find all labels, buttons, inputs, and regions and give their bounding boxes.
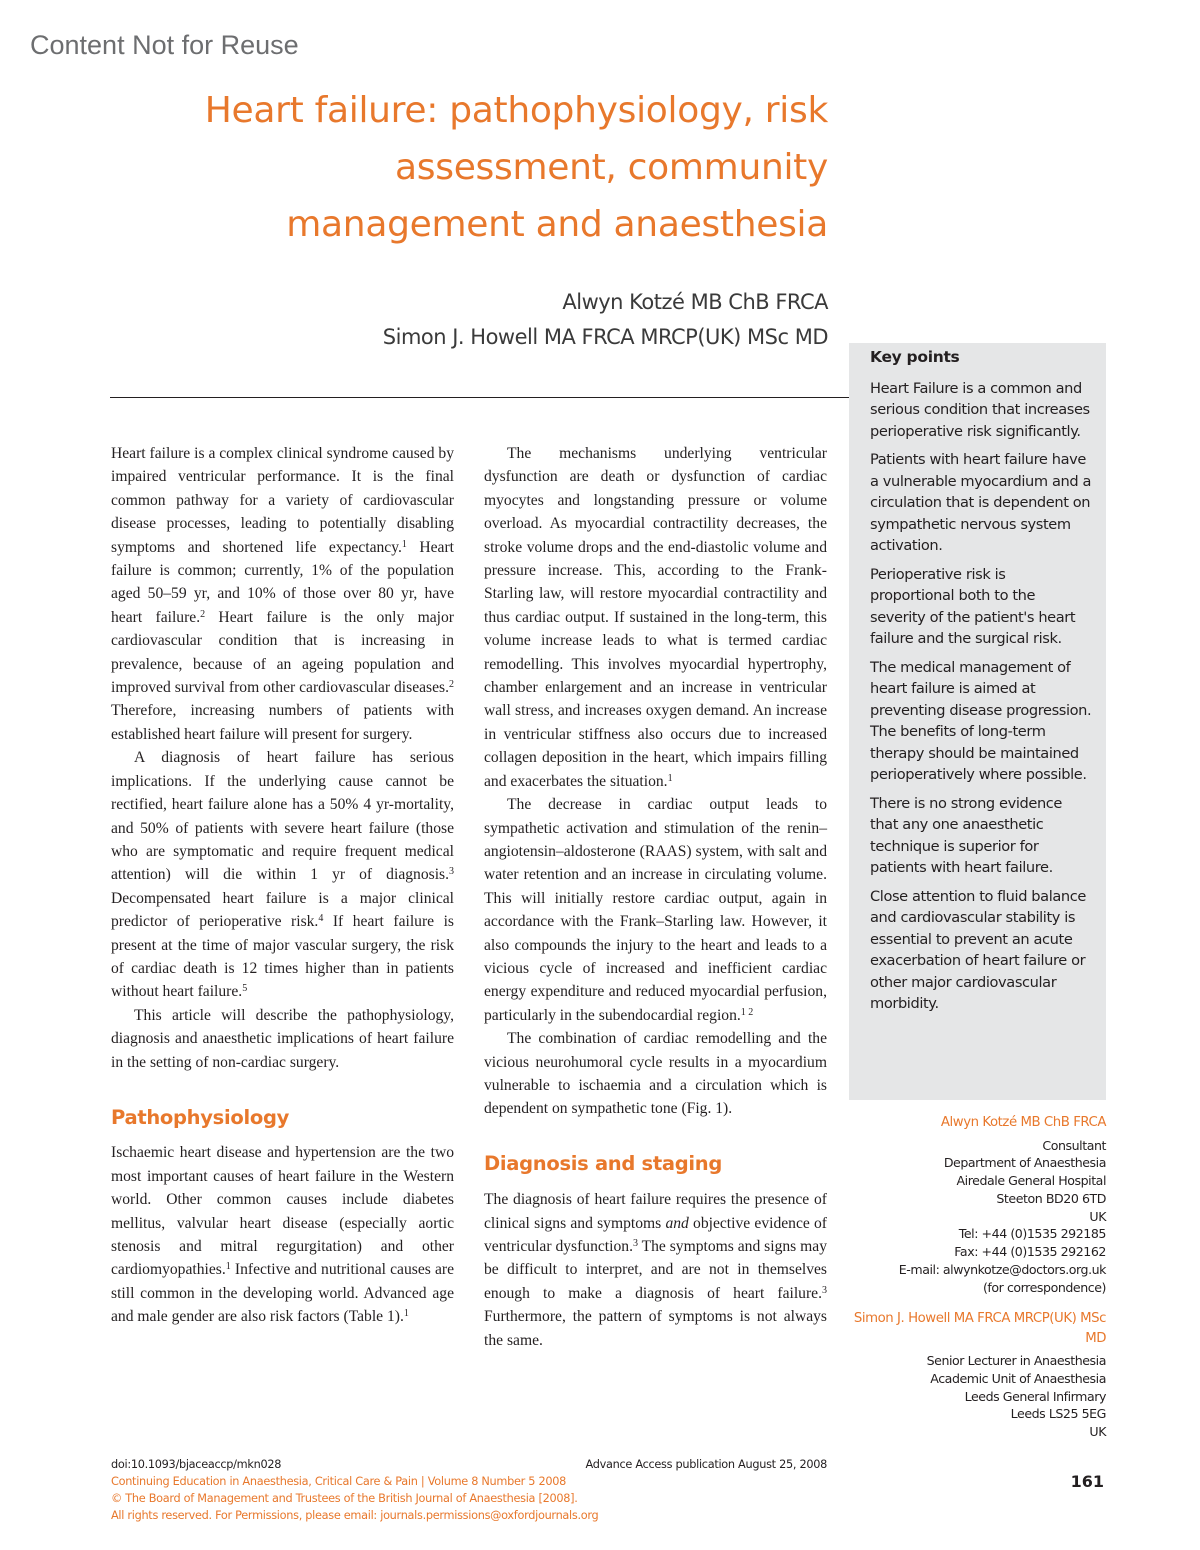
author-affiliation [850,1309,1106,1441]
affiliation-line: Consultant [1042,1137,1106,1153]
affiliation-line: Airedale General Hospital [956,1173,1106,1189]
body-column-left [111,442,454,1329]
paragraph: The decrease in cardiac output leads to sympathetic activation and stimulation of the renin–angiotensin–aldosterone (RAAS) system, with salt and water retention and an increase in circulating volume. This will initially restore cardiac output, again in accordance with the Frank–Starling law. However, it also compounds the injury to the heart and leads to a vicious cycle of increased and inefficient cardiac energy expenditure and reduced myocardial perfusion, particularly in the subendocardial region.$^{1 2}$ [484,796,827,1024]
author-affiliation [850,1113,1106,1297]
affiliation-name: Alwyn Kotzé MB ChB FRCA [940,1115,1106,1130]
key-point: The medical management of heart failure is aimed at preventing disease progression. The benefits of long-term therapy should be maintained perioperatively where possible. [870,658,1092,783]
paragraph: The combination of cardiac remodelling and the vicious neurohumoral cycle results in a myocardium vulnerable to ischaemia and a circulation which is dependent on sympathetic tone (Fig. 1). [484,1030,827,1118]
affiliation-line: (for correspondence) [982,1279,1106,1295]
header-divider [110,397,850,398]
paragraph: This article will describe the pathophysiology, diagnosis and anaesthetic implications of heart failure in the setting of non-cardiac surgery. [111,1006,454,1071]
affiliation-email[interactable]: E-mail: alwynkotze@doctors.org.uk [898,1262,1106,1278]
section-heading-diagnosis: Diagnosis and staging [484,1151,723,1175]
section-heading-pathophysiology: Pathophysiology [111,1105,290,1129]
key-point: Close attention to fluid balance and cardiovascular stability is essential to prevent an acute exacerbation of heart failure or other major cardiovascular morbidity. [870,887,1086,1012]
title-line: management and anaesthesia [286,204,828,245]
affiliation-line: Steeton BD20 6TD [996,1190,1106,1206]
article-title [110,82,828,253]
paragraph: The diagnosis of heart failure requires the presence of clinical signs and symptoms and objective evidence of ventricular dysfunction.$^3$ The symptoms and signs may be difficult to interpret, and are not in themselves enough to make a diagnosis of heart failure.$^3$ Furthermore, the pattern of symptoms is not always the same. [484,1191,828,1349]
watermark: Content Not for Reuse [30,30,299,60]
affiliation-line: Academic Unit of Anaesthesia [930,1370,1106,1386]
affiliation-line: Department of Anaesthesia [943,1155,1106,1171]
author-name: Alwyn Kotzé MB ChB FRCA [562,290,828,314]
key-points-box [849,343,1106,1100]
affiliation-line: UK [1089,1424,1106,1440]
key-point: There is no strong evidence that any one anaesthetic technique is superior for patients with heart failure. [870,794,1063,876]
key-point: Patients with heart failure have a vulnerable myocardium and a circulation that is dependent on sympathetic nervous system activation. [870,451,1091,554]
affiliation-line: Fax: +44 (0)1535 292162 [954,1244,1106,1260]
copyright: © The Board of Management and Trustees of the British Journal of Anaesthesia [2008]. [111,1492,578,1505]
doi[interactable]: doi:10.1093/bjaceaccp/mkn028 [111,1458,282,1471]
key-point: Heart Failure is a common and serious condition that increases perioperative risk significantly. [870,379,1090,440]
key-point: Perioperative risk is proportional both to the severity of the patient's heart failure and the surgical risk. [870,565,1076,647]
affiliation-line: Senior Lecturer in Anaesthesia [926,1353,1106,1368]
title-line: assessment, community [395,147,828,188]
paragraph: Ischaemic heart disease and hypertension are the two most important causes of heart failure in the Western world. Other common causes include diabetes mellitus, valvular heart disease (especially aortic stenosis and mitral regurgitation) and other cardiomyopathies.$^1$ Infective and nutritional causes are still common in the developing world. Advanced age and male gender are also risk factors (Table 1).$^1$ [111,1144,454,1326]
affiliation-line: Leeds LS25 5EG [1010,1406,1106,1422]
body-column-middle [484,442,827,1352]
title-line: Heart failure: pathophysiology, risk [204,90,828,131]
key-points-title: Key points [870,348,960,366]
paragraph: Heart failure is a complex clinical syndrome caused by impaired ventricular performance. It is the final common pathway for a variety of cardiovascular disease processes, leading to potentially disabling symptoms and shortened life expectancy.$^1$ Heart failure is common; currently, 1% of the population aged 50–59 yr, and 10% of those over 80 yr, have heart failure.$^2$ Heart failure is the only major cardiovascular condition that is increasing in prevalence, because of an ageing population and improved survival from other cardiovascular diseases.$^2$ Therefore, increasing numbers of patients with established heart failure will present for surgery. [111,445,454,743]
affiliation-line: Tel: +44 (0)1535 292185 [958,1226,1106,1242]
rights-notice: All rights reserved. For Permissions, please email: journals.permissions@oxfordjournals.org [111,1509,599,1522]
author-name: Simon J. Howell MA FRCA MRCP(UK) MSc MD [382,325,828,349]
advance-access: Advance Access publication August 25, 2008 [585,1458,827,1471]
paragraph: The mechanisms underlying ventricular dysfunction are death or dysfunction of cardiac myocytes and longstanding pressure or volume overload. As myocardial contractility decreases, the stroke volume drops and the end-diastolic volume and pressure increase. This, according to the Frank-Starling law, will restore myocardial contractility and thus cardiac output. If sustained in the long-term, this volume increase leads to what is termed cardiac remodelling. This involves myocardial hypertrophy, chamber enlargement and an increase in ventricular wall stress, and increases oxygen demand. An increase in ventricular stiffness also occurs due to increased collagen deposition in the heart, which impairs filling and exacerbates the situation.$^1$ [484,445,827,790]
paragraph: A diagnosis of heart failure has serious implications. If the underlying cause cannot be rectified, heart failure alone has a 50% 4 yr-mortality, and 50% of patients with severe heart failure (those who are symptomatic and require frequent medical attention) will die within 1 yr of diagnosis.$^3$ Decompensated heart failure is a major clinical predictor of perioperative risk.$^4$ If heart failure is present at the time of major vascular surgery, the risk of cardiac death is 12 times higher than in patients without heart failure.$^5$ [111,749,454,1001]
journal-citation: Continuing Education in Anaesthesia, Critical Care & Pain | Volume 8 Number 5 2008 [111,1475,566,1488]
affiliation-line: Leeds General Infirmary [964,1388,1106,1404]
affiliation-name: Simon J. Howell MA FRCA MRCP(UK) MSc MD [853,1311,1106,1346]
affiliation-line: UK [1089,1208,1106,1224]
page-number: 161 [1070,1472,1104,1491]
